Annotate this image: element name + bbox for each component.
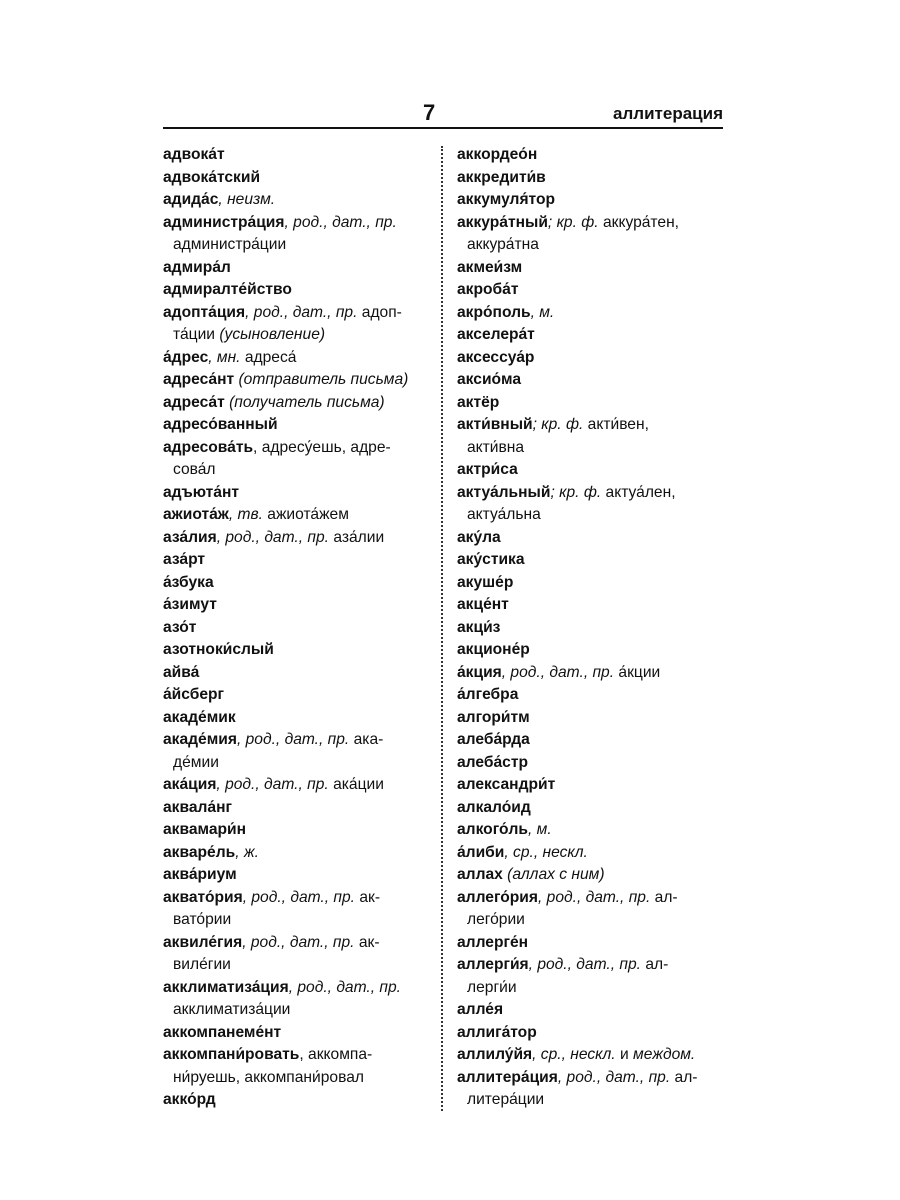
headword: акко́рд (163, 1091, 216, 1108)
dictionary-entry (163, 594, 428, 617)
headword: аквамари́н (163, 821, 247, 838)
dictionary-entry (163, 774, 428, 797)
dictionary-entry (457, 752, 727, 775)
column-divider (441, 146, 443, 1111)
dictionary-entry (457, 279, 727, 302)
dictionary-entry (163, 257, 428, 280)
form-text: аккура́тен, (598, 213, 680, 231)
headword: акционе́р (457, 641, 530, 658)
continuation-line: сова́л (173, 461, 216, 478)
dictionary-entry (163, 639, 428, 662)
dictionary-entry (457, 212, 727, 257)
dictionary-entry (163, 842, 428, 865)
grammar-note: , род., дат., пр. (284, 213, 397, 231)
headword: аллилу́йя (457, 1046, 533, 1063)
dictionary-entry (457, 1067, 727, 1112)
dictionary-entry (163, 572, 428, 595)
dictionary-entry (163, 1044, 428, 1089)
dictionary-entry (163, 369, 428, 392)
continuation-line: виле́гии (173, 956, 231, 973)
grammar-note: , род., дат., пр. (216, 776, 329, 793)
dictionary-entry (457, 797, 727, 820)
form-text: , аккомпа- (299, 1046, 373, 1063)
grammar-note: , род., дат., пр. (245, 303, 358, 321)
headword: адресова́ть (163, 438, 254, 456)
grammar-note: , мн. (208, 348, 241, 366)
form-text: акти́вен, (583, 416, 649, 433)
dictionary-entry (163, 977, 428, 1022)
dictionary-entry (457, 302, 727, 325)
dictionary-entry (457, 774, 727, 797)
form-text: ал- (670, 1068, 698, 1086)
dictionary-entry (457, 617, 727, 640)
headword: алгори́тм (457, 708, 530, 726)
grammar-note: , ср., нескл. (504, 843, 588, 861)
headword: адида́с (163, 191, 219, 208)
dictionary-entry (457, 414, 727, 459)
dictionary-entry (457, 1022, 727, 1045)
headword: акаде́мик (163, 708, 236, 726)
headword: а́збука (163, 573, 214, 591)
headword: а́зимут (163, 596, 217, 613)
grammar-note: , род., дат., пр. (236, 731, 350, 748)
dictionary-entry (457, 324, 727, 347)
form-text: ака- (349, 731, 384, 748)
dictionary-entry (457, 1044, 727, 1067)
headword: акселера́т (457, 326, 535, 343)
headword: адреса́нт (163, 371, 235, 388)
page-number: 7 (423, 100, 436, 125)
headword: аза́рт (163, 551, 206, 568)
grammar-note: , неизм. (218, 191, 276, 208)
page-header (163, 96, 723, 126)
headword: аллерге́н (457, 933, 529, 951)
headword: актри́са (457, 461, 518, 478)
grammar-note: (отправитель письма) (234, 371, 409, 388)
headword: аку́стика (457, 551, 525, 568)
grammar-note: , ср., нескл. (532, 1046, 616, 1063)
headword: аллитера́ция (457, 1068, 558, 1086)
headword: администра́ция (163, 213, 285, 231)
dictionary-entry (457, 684, 727, 707)
headword: адопта́ция (163, 303, 246, 321)
dictionary-entry (163, 729, 428, 774)
headword: аллерги́я (457, 956, 529, 973)
continuation-line: лерги́и (467, 978, 517, 996)
dictionary-entry (163, 347, 428, 370)
continuation-line: вато́рии (173, 911, 232, 928)
headword: а́кция (457, 663, 502, 681)
headword: актёр (457, 393, 500, 411)
continuation-line: лего́рии (467, 911, 525, 928)
dictionary-entry (163, 819, 428, 842)
form-text: аза́лии (329, 528, 385, 546)
dictionary-entry (163, 684, 428, 707)
headword: а́дрес (163, 348, 209, 366)
continuation-line: литера́ции (467, 1091, 545, 1108)
form-text: актуа́лен, (601, 483, 676, 501)
dictionary-entry (163, 1022, 428, 1045)
dictionary-entry (457, 572, 727, 595)
headword: адмиралте́йство (163, 281, 292, 298)
grammar-note: , род., дат., пр. (242, 933, 355, 951)
dictionary-entry (163, 167, 428, 190)
headword: аккордео́н (457, 146, 538, 163)
form-text: ал- (650, 888, 678, 906)
headword: адвока́т (163, 146, 225, 163)
dictionary-entry (457, 482, 727, 527)
continuation-line: де́мии (173, 753, 219, 771)
form-text: ажиота́жем (262, 506, 349, 523)
headword: адреса́т (163, 393, 225, 411)
headword: ака́ция (163, 776, 217, 793)
form-text: ака́ции (328, 776, 384, 793)
headword: а́либи (457, 843, 505, 861)
headword: а́йсберг (163, 686, 225, 703)
dictionary-entry (457, 144, 727, 167)
grammar-note: , род., дат., пр. (216, 528, 330, 546)
headword: а́лгебра (457, 686, 519, 703)
left-column (163, 144, 428, 1112)
headword: аллига́тор (457, 1023, 537, 1041)
grammar-note: , род., дат., пр. (528, 956, 641, 973)
form-text: адреса́ (240, 348, 297, 366)
headword: адмира́л (163, 258, 231, 276)
form-text: ал- (641, 956, 669, 973)
grammar-note: , м. (530, 303, 555, 321)
dictionary-entry (163, 1089, 428, 1112)
headword: акклиматиза́ция (163, 978, 289, 996)
dictionary-entry (457, 392, 727, 415)
grammar-note: , род., дат., пр. (557, 1068, 671, 1086)
dictionary-entry (163, 437, 428, 482)
headword: акаде́мия (163, 731, 237, 748)
form-text: ак- (355, 888, 381, 906)
grammar-note: (аллах с ним) (502, 866, 605, 883)
grammar-note: , род., дат., пр. (288, 978, 402, 996)
continuation-line: акклиматиза́ции (173, 1001, 291, 1018)
grammar-note: ; кр. ф. (532, 416, 584, 433)
dictionary-entry (163, 887, 428, 932)
headword: ажиота́ж (163, 506, 229, 523)
dictionary-entry (163, 504, 428, 527)
headword: аква́риум (163, 866, 237, 883)
headword: акмеи́зм (457, 258, 523, 276)
headword: алкого́ль (457, 821, 529, 838)
form-text: а́кции (614, 663, 661, 681)
dictionary-entry (163, 392, 428, 415)
headword: акро́поль (457, 303, 531, 321)
dictionary-entry (163, 527, 428, 550)
headword: аку́ла (457, 528, 501, 546)
dictionary-entry (457, 842, 727, 865)
dictionary-entry (457, 954, 727, 999)
headword: адресо́ванный (163, 416, 278, 433)
dictionary-entry (457, 369, 727, 392)
headword: актуа́льный (457, 483, 551, 501)
dictionary-entry (163, 189, 428, 212)
dictionary-entry (457, 887, 727, 932)
dictionary-entry (457, 167, 727, 190)
header-rule (163, 127, 723, 129)
dictionary-entry (457, 639, 727, 662)
headword: аккумуля́тор (457, 191, 556, 208)
continuation-line: та́ции (усыновление) (173, 326, 326, 343)
dictionary-entry (163, 617, 428, 640)
headword: аквато́рия (163, 888, 243, 906)
headword: аквала́нг (163, 798, 233, 816)
headword: азо́т (163, 618, 197, 636)
headword: акци́з (457, 618, 501, 636)
headword: алкало́ид (457, 798, 531, 816)
dictionary-entry (163, 549, 428, 572)
grammar-note: , род., дат., пр. (242, 888, 356, 906)
grammar-note: , ж. (235, 843, 259, 861)
form-text: адоп- (357, 303, 402, 321)
dictionary-entry (457, 347, 727, 370)
continuation-line: администра́ции (173, 236, 287, 253)
headword: аксио́ма (457, 371, 522, 388)
dictionary-entry (457, 549, 727, 572)
grammar-note: междом. (633, 1046, 696, 1063)
continuation-line: акти́вна (467, 438, 525, 456)
headword: аккомпани́ровать (163, 1046, 300, 1063)
continuation-line: актуа́льна (467, 506, 541, 523)
grammar-note: (получатель письма) (224, 393, 385, 411)
headword: акроба́т (457, 281, 519, 298)
dictionary-entry (163, 797, 428, 820)
headword: акце́нт (457, 596, 509, 613)
running-head: аллитерация (613, 104, 723, 123)
dictionary-entry (163, 482, 428, 505)
dictionary-entry (163, 212, 428, 257)
dictionary-entry (163, 144, 428, 167)
headword: аза́лия (163, 528, 217, 546)
grammar-note: , тв. (228, 506, 263, 523)
headword: аллах (457, 866, 503, 883)
headword: аккура́тный (457, 213, 548, 231)
headword: адвока́тский (163, 168, 261, 186)
headword: аквиле́гия (163, 933, 243, 951)
headword: азотноки́слый (163, 641, 274, 658)
dictionary-entry (457, 999, 727, 1022)
headword: акуше́р (457, 573, 514, 591)
dictionary-entry (457, 819, 727, 842)
continuation-line: ни́руешь, аккомпани́ровал (173, 1068, 364, 1086)
grammar-note: , род., дат., пр. (501, 663, 615, 681)
form-text: ак- (354, 933, 380, 951)
dictionary-entry (457, 864, 727, 887)
dictionary-entry (457, 932, 727, 955)
headword: аккомпанеме́нт (163, 1023, 282, 1041)
dictionary-entry (457, 527, 727, 550)
dictionary-entry (163, 662, 428, 685)
dictionary-entry (163, 414, 428, 437)
headword: аксессуа́р (457, 348, 535, 366)
form-text: и (615, 1046, 634, 1063)
form-text: , адресу́ешь, адре- (253, 438, 391, 456)
headword: айва́ (163, 663, 200, 681)
headword: алле́я (457, 1001, 504, 1018)
headword: аллего́рия (457, 888, 538, 906)
right-column (457, 144, 727, 1112)
dictionary-entry (457, 257, 727, 280)
headword: александри́т (457, 776, 556, 793)
headword: алеба́стр (457, 753, 528, 771)
dictionary-entry (163, 302, 428, 347)
headword: алеба́рда (457, 731, 530, 748)
headword: аккредити́в (457, 168, 546, 186)
dictionary-entry (457, 729, 727, 752)
dictionary-entry (163, 279, 428, 302)
headword: акваре́ль (163, 843, 236, 861)
dictionary-entry (457, 594, 727, 617)
dictionary-entry (457, 459, 727, 482)
headword: адъюта́нт (163, 483, 240, 501)
dictionary-entry (163, 864, 428, 887)
dictionary-entry (163, 707, 428, 730)
grammar-note: ; кр. ф. (550, 483, 602, 501)
continuation-line: аккура́тна (467, 236, 539, 253)
dictionary-entry (457, 662, 727, 685)
dictionary-entry (457, 707, 727, 730)
dictionary-entry (163, 932, 428, 977)
gloss-note: (усыновление) (215, 326, 326, 343)
dictionary-entry (457, 189, 727, 212)
grammar-note: , м. (528, 821, 552, 838)
grammar-note: ; кр. ф. (547, 213, 599, 231)
headword: акти́вный (457, 416, 533, 433)
grammar-note: , род., дат., пр. (537, 888, 651, 906)
